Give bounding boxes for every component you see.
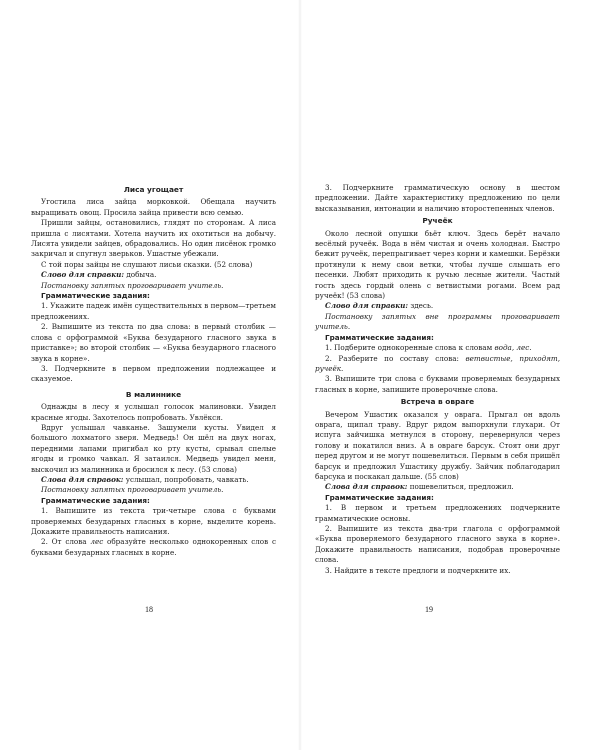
reference-label: Слова для справок: (41, 474, 124, 484)
teacher-note: Постановку запятых проговаривает учитель. (41, 485, 224, 495)
page-number-right: 19 (425, 605, 433, 614)
task-item: 3. Подчеркните грамматическую основу в шестом предложении. Дайте характеристику предложению по цели высказывания, интонации и наличию второстепенных членов. (315, 183, 560, 213)
task-item: 3. Выпишите три слова с буквами проверяемых безударных гласных в корне, запишите проверочные слова. (315, 374, 560, 394)
paragraph: Вечером Ушастик оказался у оврага. Прыгал он вдоль оврага, щипал траву. Вдруг рядом выпорхнули глухари. От испуга зайчишка метнулся в сторону, перевернулся через голову и покатился вниз. А в овраге барсук. Стоят они друг перед другом и не могут пошевелиться. Первым в себя пришёл барсук и предложил Ушастику дружбу. Зайчик поблагодарил барсука и поскакал дальше. (55 слов) (315, 409, 560, 481)
title-v-malinnike: В малиннике (125, 389, 182, 399)
reference-value: здесь. (408, 301, 434, 311)
paragraph: Однажды в лесу я услышал голосок малиновки. Увидел красные ягоды. Захотелось попробовать. Увлёкся. (31, 402, 276, 422)
reference-value: добыча. (124, 270, 157, 280)
paragraph: С той поры зайцы не слушают лисьи сказки. (52 слова) (41, 259, 253, 269)
reference-value: услышал, попробовать, чавкать. (123, 474, 249, 484)
task-word: вода, лес (494, 343, 530, 353)
reference-label: Слово для справки: (325, 301, 409, 311)
task-item: 1. Укажите падеж имён существительных в первом—третьем предложениях. (31, 301, 276, 321)
task-item: 1. В первом и третьем предложениях подчеркните грамматические основы. (315, 503, 560, 523)
task-text: . (529, 343, 532, 353)
paragraph: Пришли зайцы, остановились, глядят по сторонам. А лиса пришла с лисятами. Хотела научить их охотиться на добычу. Лисята увидели зайцев, обрадовались. Но один лисёнок громко закричал и спугнул зверьков. Ушастые убежали. (31, 218, 276, 259)
grammar-tasks-heading: Грамматические задания: (41, 291, 150, 301)
page-number-left: 18 (145, 605, 153, 614)
task-text: . (341, 363, 344, 373)
task-item: 3. Подчеркните в первом предложении подлежащее и сказуемое. (31, 363, 276, 384)
right-page (315, 183, 560, 576)
reference-words (315, 482, 560, 492)
teacher-note: Постановку запятых вне программы проговаривает учитель. (315, 311, 560, 332)
task-item: 2. Выпишите из текста по два слова: в первый столбик — слова с орфограммой «Буква безударного гласного звука в приставке»; во второй столбик — «Буква безударного гласного звука в корне». (31, 322, 276, 363)
grammar-tasks-heading: Грамматические задания: (325, 332, 434, 342)
reference-value: пошевелиться, предложил. (407, 482, 514, 492)
task-item (315, 343, 560, 353)
grammar-tasks-heading: Грамматические задания: (41, 495, 150, 505)
teacher-note: Постановку запятых проговаривает учитель. (41, 280, 224, 290)
left-page (31, 183, 276, 558)
task-item (31, 537, 276, 558)
task-item (315, 354, 560, 375)
task-text: 2. От слова (41, 537, 91, 547)
title-rucheek: Ручеёк (422, 216, 453, 226)
reference-label: Слова для справок: (325, 482, 408, 492)
book-crease (298, 0, 302, 750)
task-item: 3. Найдите в тексте предлоги и подчеркните их. (325, 565, 511, 575)
paragraph: Около лесной опушки бьёт ключ. Здесь берёт начало весёлый ручеёк. Вода в нём чистая и очень холодная. Быстро бежит ручеёк, перепрыгивает через корни и камешки. Берёзки протянули к нему свои ветки, чтобы лучше слышать его песенки. Любят приходить к ручью лесные жители. Частый гость здесь гордый олень с ветвистыми рогами. Всем рад ручеёк! (53 слова) (315, 228, 560, 301)
task-text: 1. Подберите однокоренные слова к словам (325, 343, 495, 353)
paragraph: Вдруг услышал чавканье. Зашумели кусты. Увидел я большого лохматого зверя. Медведь! Он шёл на двух ногах, передними лапами пригибал ко рту кусты, срывал спелые ягоды и громко чавкал. Я затаился. Медведь увидел меня, выскочил из малинника и бросился к лесу. (53 слова) (31, 422, 276, 474)
task-item: 1. Выпишите из текста три-четыре слова с буквами проверяемых безударных гласных в корне, выделите корень. Докажите правильность написания. (31, 506, 276, 536)
paragraph: Угостила лиса зайца морковкой. Обещала научить выращивать овощ. Просила зайца привести всю семью. (31, 197, 276, 217)
task-word: ветвистые, приходят, ручеёк (315, 353, 560, 373)
reference-words (31, 475, 276, 485)
task-text: 2. Разберите по составу слова: (325, 353, 466, 363)
task-word: лес (90, 537, 104, 547)
title-vstrecha-v-ovrage: Встреча в овраге (400, 397, 475, 407)
task-text: образуйте несколько однокоренных слов с буквами безударных гласных в корне. (31, 537, 276, 557)
grammar-tasks-heading: Грамматические задания: (325, 492, 434, 502)
title-lisa-ugoshchaet: Лиса угощает (123, 185, 184, 194)
reference-words (315, 301, 560, 311)
reference-label: Слово для справки: (41, 270, 125, 280)
task-item: 2. Выпишите из текста два-три глагола с орфограммой «Буква проверяемого безударного гласного звука в корне». Докажите правильность написания, подобрав проверочные слова. (315, 524, 560, 565)
reference-words (31, 270, 276, 280)
